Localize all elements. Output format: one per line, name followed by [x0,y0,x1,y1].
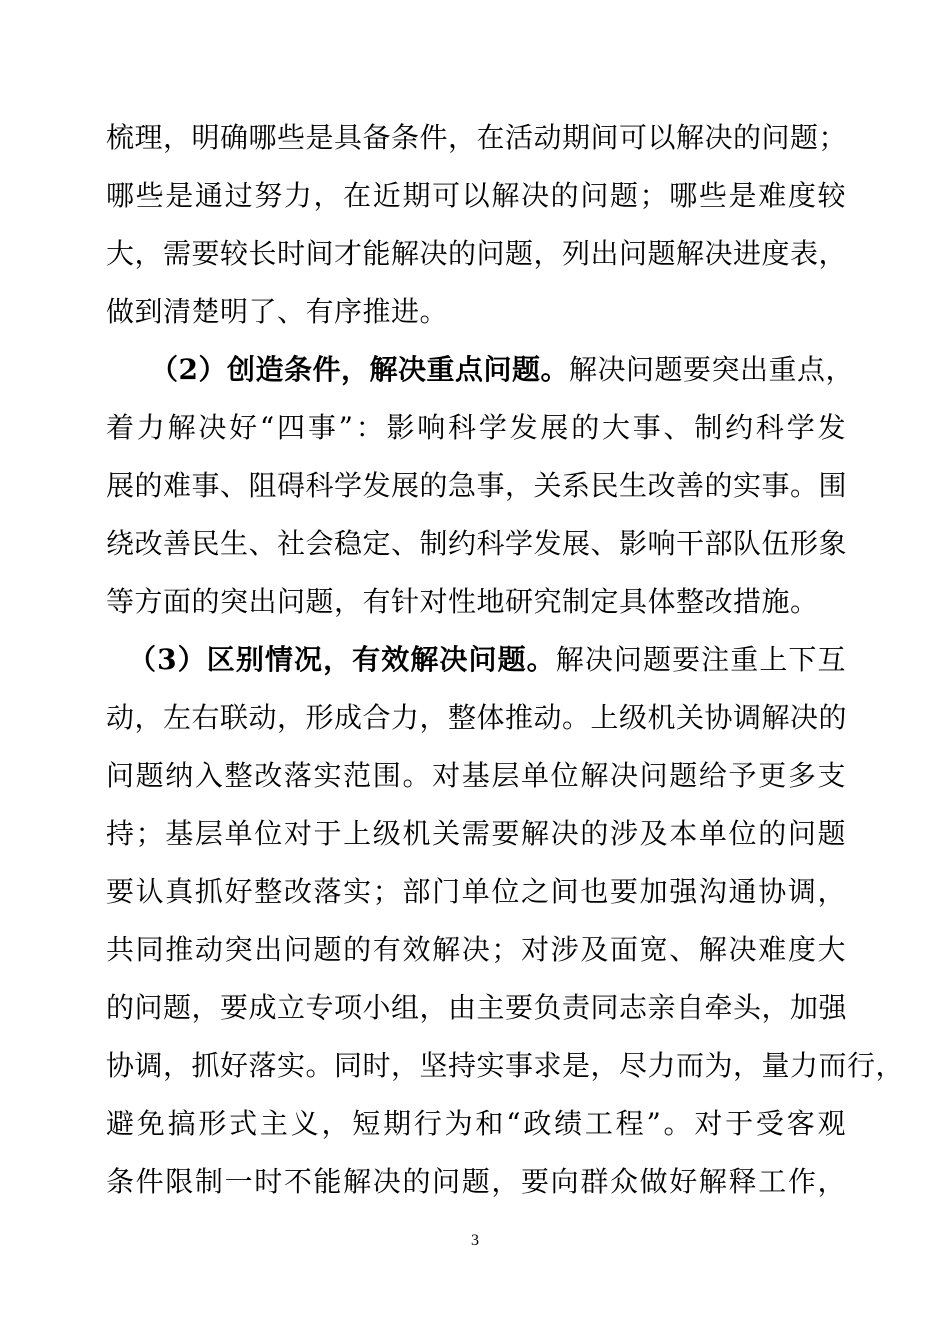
text-line: 要认真抓好整改落实；部门单位之间也要加强沟通协调， [106,875,846,908]
paragraph-first-line [128,640,846,680]
text-line: 梳理，明确哪些是具备条件，在活动期间可以解决的问题； [106,121,848,154]
text-line: 着力解决好“四事”：影响科学发展的大事、制约科学发 [106,411,846,444]
section-heading: （3）区别情况，有效解决问题。 [128,643,556,676]
text-line: 避免搞形式主义，短期行为和“政绩工程”。对于受客观 [106,1107,846,1140]
text-line: 共同推动突出问题的有效解决；对涉及面宽、解决难度大 [106,933,846,966]
text-line: 等方面的突出问题，有针对性地研究制定具体整改措施。 [106,585,819,618]
text-line: 问题纳入整改落实范围。对基层单位解决问题给予更多支 [106,759,846,792]
text-line: 大，需要较长时间才能解决的问题，列出问题解决进度表， [106,237,848,270]
text-run: 解决问题要注重上下互 [555,643,846,676]
text-line: 绕改善民生、社会稳定、制约科学发展、影响干部队伍形象 [106,527,848,560]
text-line: 协调，抓好落实。同时，坚持实事求是，尽力而为，量力而行， [106,1049,905,1082]
text-run: 解决问题要突出重点， [568,353,854,386]
page-number: 3 [471,1232,479,1249]
text-line: 做到清楚明了、有序推进。 [106,295,449,328]
text-line: 条件限制一时不能解决的问题，要向群众做好解释工作， [106,1165,846,1198]
paragraph-first-line [150,350,854,390]
text-line: 持；基层单位对于上级机关需要解决的涉及本单位的问题 [106,817,846,850]
section-heading: （2）创造条件，解决重点问题。 [150,353,569,386]
text-line: 动，左右联动，形成合力，整体推动。上级机关协调解决的 [106,701,848,734]
text-line: 展的难事、阻碍科学发展的急事，关系民生改善的实事。围 [106,469,848,502]
text-line: 的问题，要成立专项小组，由主要负责同志亲自牵头，加强 [106,991,848,1024]
text-line: 哪些是通过努力，在近期可以解决的问题；哪些是难度较 [106,179,846,212]
